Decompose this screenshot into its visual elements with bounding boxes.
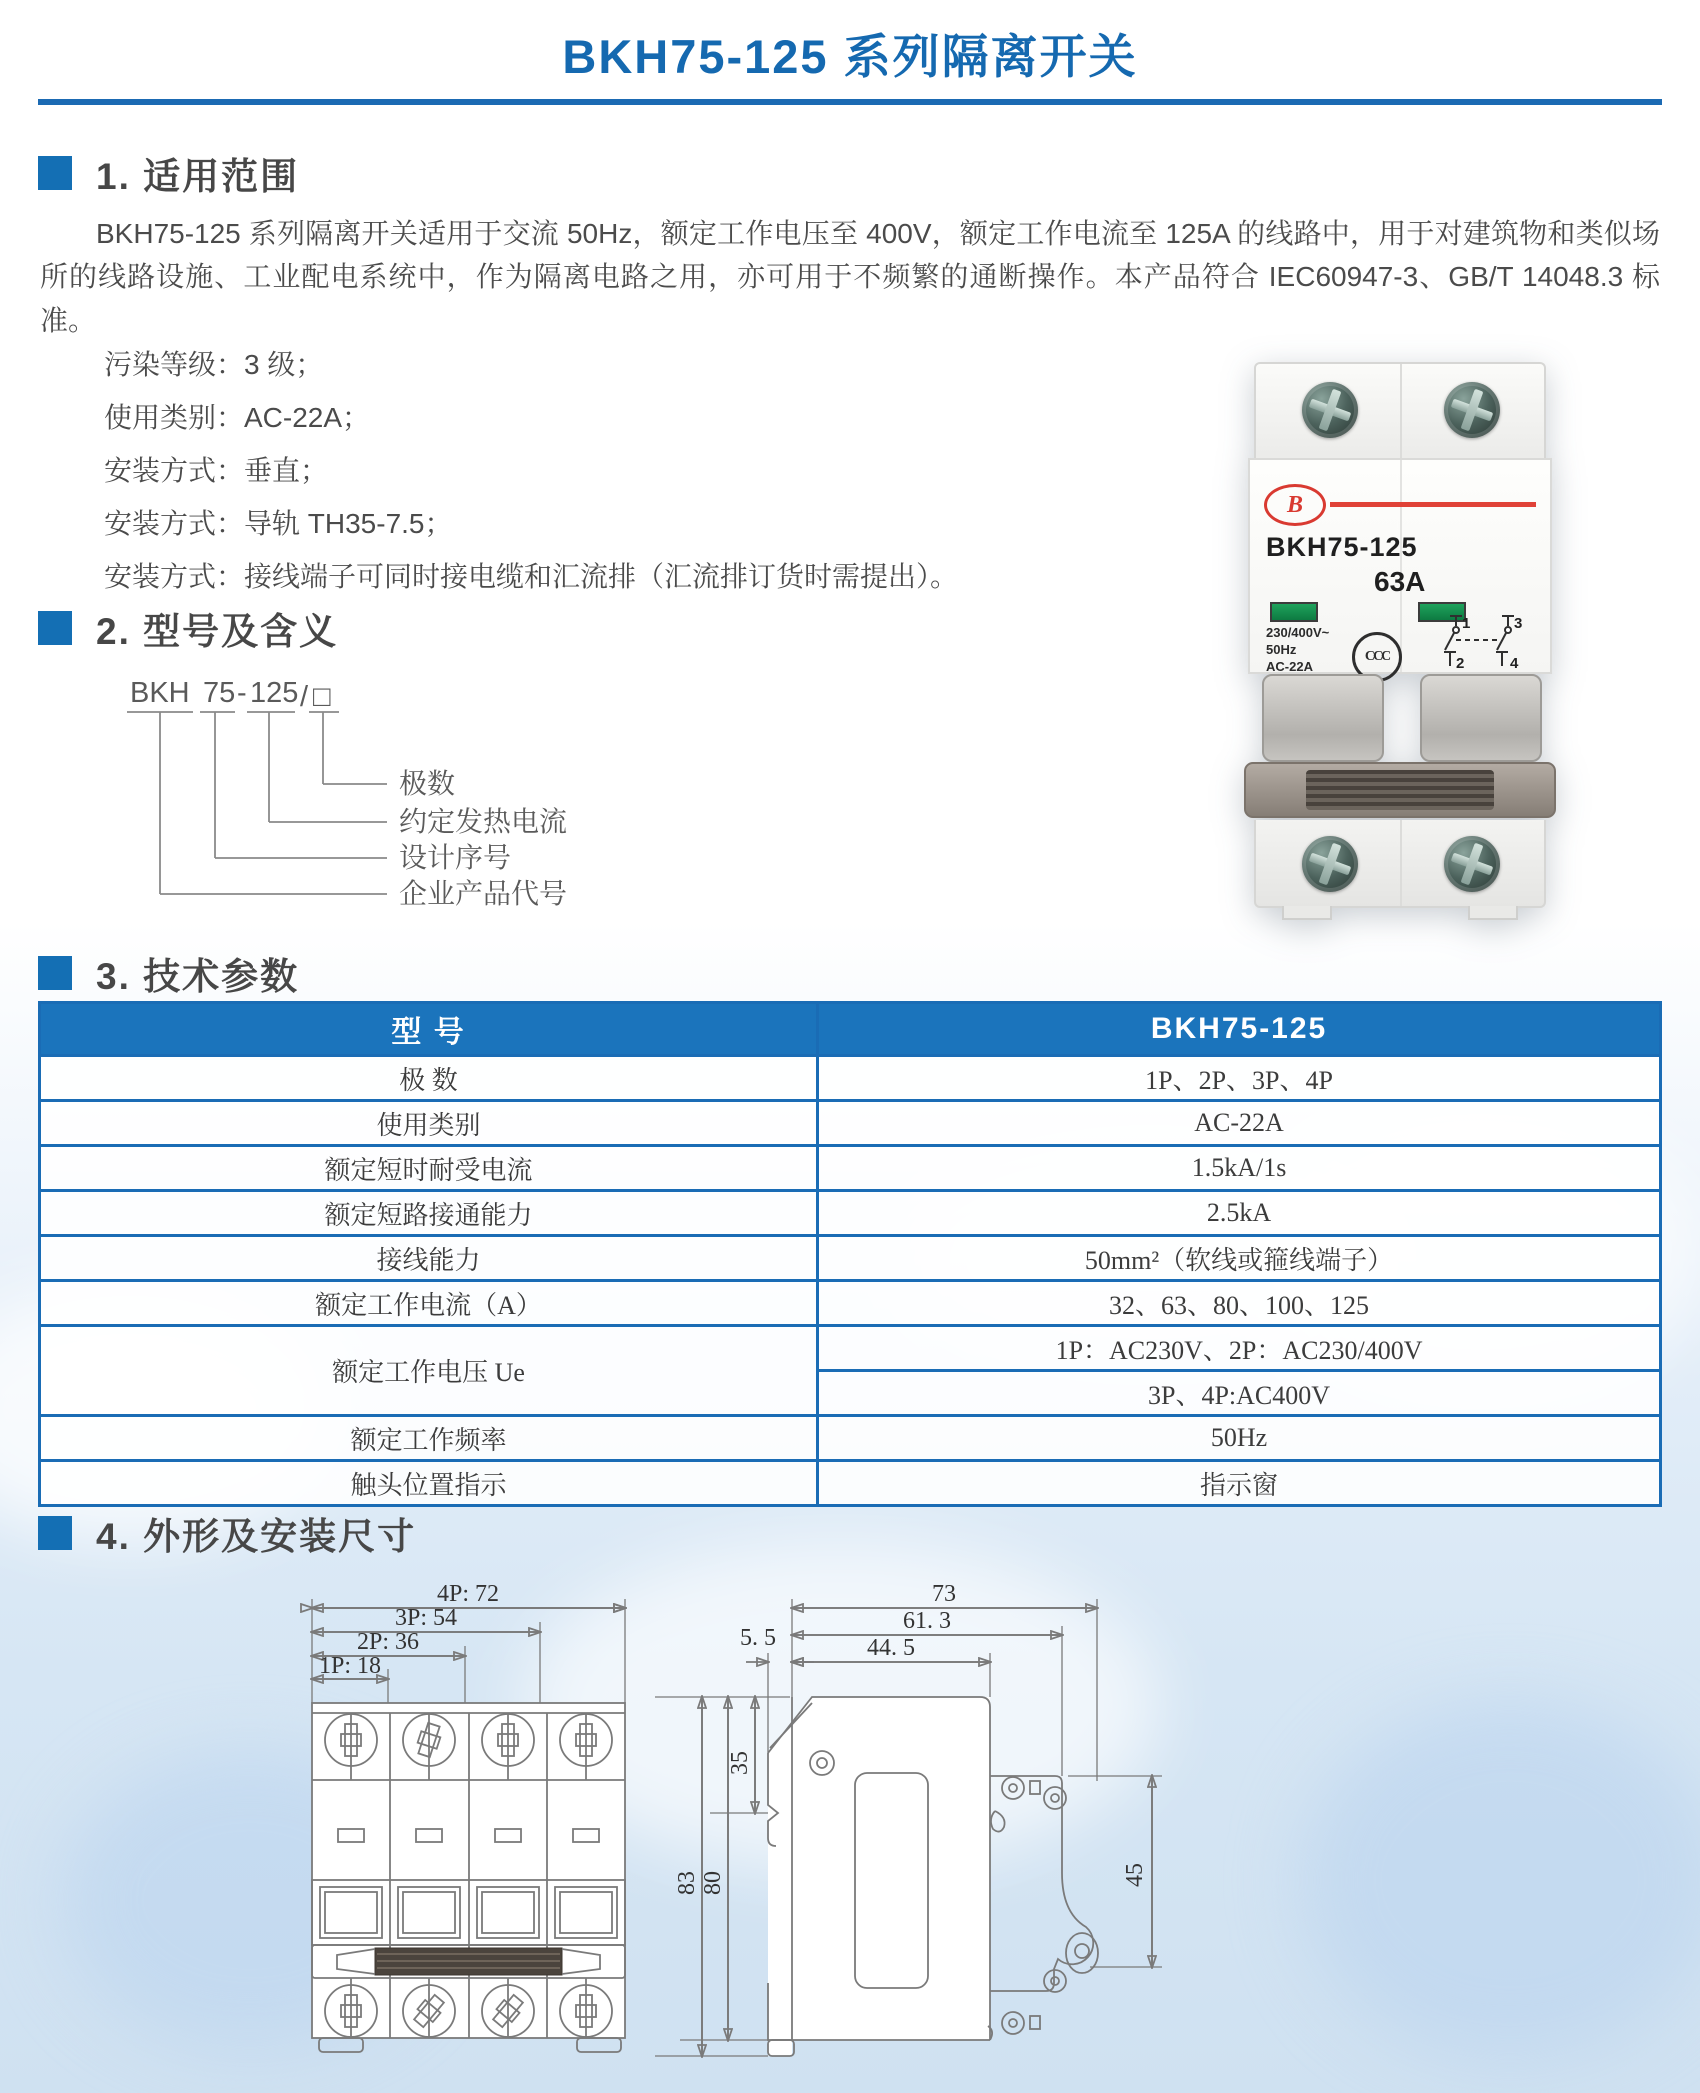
- row-value: 2.5kA: [818, 1191, 1661, 1236]
- product-rating-text: 63A: [1374, 566, 1426, 597]
- product-bottom-terminal: [1254, 820, 1546, 908]
- row-label: 额定工作电压 Ue: [40, 1326, 818, 1416]
- table-row: [40, 1236, 1661, 1281]
- dim-80: 80: [700, 1871, 726, 1895]
- model-code-125: 125: [250, 677, 299, 709]
- handle-ribs: [1306, 770, 1494, 810]
- row-label: 使用类别: [40, 1101, 818, 1146]
- dim-35: 35: [727, 1751, 753, 1775]
- section-bullet-square: [38, 956, 72, 990]
- row-label: 额定工作电流（A）: [40, 1281, 818, 1326]
- table-row: [40, 1461, 1661, 1506]
- row-value: 50Hz: [818, 1416, 1661, 1461]
- watermark-blob: [1300, 1700, 1700, 2060]
- row-value: 1.5kA/1s: [818, 1146, 1661, 1191]
- ccc-mark-icon: CCC: [1352, 632, 1402, 682]
- spec-category: AC-22A: [1266, 659, 1313, 675]
- col-header-value: BKH75-125: [818, 1003, 1661, 1056]
- row-value: 3P、4P:AC400V: [818, 1371, 1661, 1416]
- model-code-pole-box: □: [313, 681, 331, 713]
- section-1-heading: [38, 146, 299, 200]
- section-bullet-square: [38, 1516, 72, 1550]
- row-value: 1P、2P、3P、4P: [818, 1056, 1661, 1101]
- dim-3p: 3P: 54: [394, 1605, 458, 1631]
- scope-bullets: [104, 338, 958, 603]
- model-code-slash: /: [300, 681, 309, 713]
- row-value: 1P：AC230V、2P：AC230/400V: [818, 1326, 1661, 1371]
- front-view-drawing: [225, 1583, 665, 2075]
- terminal-num-2: 2: [1456, 655, 1465, 670]
- row-value: AC-22A: [818, 1101, 1661, 1146]
- row-label: 额定短时耐受电流: [40, 1146, 818, 1191]
- dim-61-3: 61. 3: [903, 1608, 951, 1634]
- brand-red-line: [1330, 502, 1536, 507]
- spec-table: [38, 1001, 1662, 1507]
- row-label: 触头位置指示: [40, 1461, 818, 1506]
- dim-73: 73: [932, 1583, 956, 1607]
- col-header-model: 型 号: [40, 1003, 818, 1056]
- section-4-title: 4. 外形及安装尺寸: [96, 1516, 417, 1557]
- dim-2p: 2P: 36: [356, 1629, 420, 1655]
- terminal-screw-icon: [1302, 836, 1358, 892]
- spec-voltage: 230/400V~: [1266, 625, 1330, 640]
- product-top-terminal: [1254, 362, 1546, 460]
- section-1-title: 1. 适用范围: [96, 156, 300, 197]
- bullet-mount-rail: 安装方式：导轨 TH35-7.5；: [104, 508, 453, 539]
- terminal-num-3: 3: [1514, 615, 1523, 632]
- model-label-design: 设计序号: [399, 842, 512, 873]
- model-label-current: 约定发热电流: [399, 806, 568, 837]
- row-value: 50mm²（软线或箍线端子）: [818, 1236, 1661, 1281]
- brand-logo: B: [1264, 484, 1326, 526]
- table-row: [40, 1416, 1661, 1461]
- model-meaning-diagram: [95, 660, 795, 930]
- bullet-mount-vertical: 安装方式：垂直；: [104, 455, 329, 486]
- section-3-heading: [38, 946, 299, 1000]
- terminal-screw-icon: [1444, 836, 1500, 892]
- section-3-title: 3. 技术参数: [96, 956, 300, 997]
- dim-5-5: 5. 5: [740, 1625, 776, 1651]
- table-row: [40, 1146, 1661, 1191]
- scope-paragraph: BKH75-125 系列隔离开关适用于交流 50Hz，额定工作电压至 400V，额定工作电流至 125A 的线路中，用于对建筑物和类似场所的线路设施、工业配电系统中，作为隔离电路之用，亦可用于不频繁的通断操作。本产品符合 IEC60947-3、GB/T 14048.3 标准。: [40, 218, 1660, 336]
- spec-frequency: 50Hz: [1266, 642, 1297, 658]
- product-foot: [1282, 906, 1332, 920]
- section-2-heading: [38, 601, 338, 655]
- dim-45: 45: [1122, 1863, 1148, 1887]
- section-bullet-square: [38, 611, 72, 645]
- table-row: [40, 1191, 1661, 1236]
- dim-44-5: 44. 5: [867, 1635, 915, 1661]
- table-row: [40, 1101, 1661, 1146]
- table-header-row: [40, 1003, 1661, 1056]
- table-row: [40, 1281, 1661, 1326]
- side-view-drawing: [650, 1583, 1340, 2083]
- model-code-75: 75: [203, 677, 236, 709]
- terminal-screw-icon: [1302, 382, 1358, 438]
- model-label-poles: 极数: [399, 768, 456, 799]
- product-foot: [1468, 906, 1518, 920]
- bullet-pollution: 污染等级：3 级；: [104, 349, 324, 380]
- bullet-mount-terminal: 安装方式：接线端子可同时接电缆和汇流排（汇流排订货时需提出）。: [104, 561, 959, 592]
- table-row: [40, 1056, 1661, 1101]
- pole-divider: [1400, 364, 1402, 460]
- page-title: BKH75-125 系列隔离开关: [562, 30, 1138, 83]
- pole-knob: [1262, 674, 1384, 762]
- product-face: [1248, 458, 1552, 674]
- product-photo: [1240, 362, 1560, 918]
- section-2-title: 2. 型号及含义: [96, 611, 339, 652]
- model-code-dash: -: [237, 677, 247, 709]
- dim-1p: 1P: 18: [318, 1653, 382, 1679]
- row-label: 额定工作频率: [40, 1416, 818, 1461]
- product-model-text: BKH75-125: [1266, 532, 1418, 562]
- row-label: 额定短路接通能力: [40, 1191, 818, 1236]
- circuit-symbol: [1426, 612, 1548, 670]
- bullet-category: 使用类别：AC-22A；: [104, 402, 371, 433]
- table-row-voltage: [40, 1326, 1661, 1371]
- terminal-screw-icon: [1444, 382, 1500, 438]
- switch-handle: [1244, 762, 1556, 818]
- row-value: 32、63、80、100、125: [818, 1281, 1661, 1326]
- row-value: 指示窗: [818, 1461, 1661, 1506]
- model-label-company: 企业产品代号: [399, 878, 568, 909]
- model-code-bkh: BKH: [130, 677, 190, 709]
- row-label: 接线能力: [40, 1236, 818, 1281]
- section-bullet-square: [38, 156, 72, 190]
- section-4-heading: [38, 1506, 416, 1560]
- indicator-window: [1270, 602, 1318, 622]
- terminal-num-1: 1: [1462, 615, 1471, 632]
- pole-divider: [1400, 820, 1402, 906]
- title-divider: [38, 99, 1662, 105]
- row-label: 极 数: [40, 1056, 818, 1101]
- terminal-num-4: 4: [1510, 655, 1519, 670]
- dim-4p: 4P: 72: [436, 1583, 500, 1607]
- dim-83: 83: [674, 1871, 700, 1895]
- pole-knob: [1420, 674, 1542, 762]
